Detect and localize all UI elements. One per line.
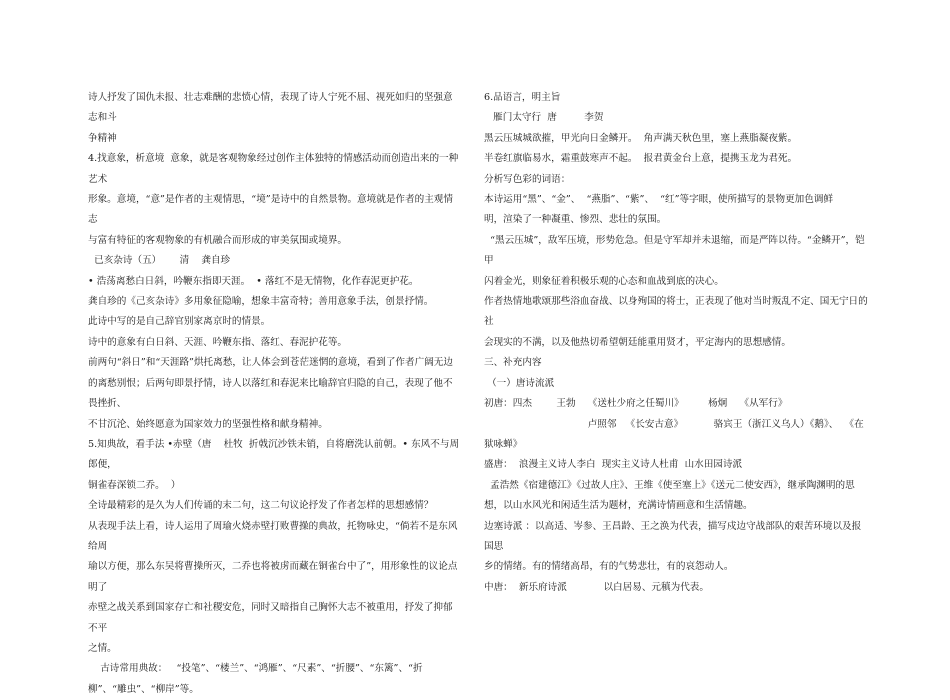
text-line: 初唐：四杰 王勃 《送杜少府之任蜀川》 杨炯 《从军行》: [484, 398, 788, 410]
text-line: 龚自珍的《己亥杂诗》多用象征隐喻，想象丰富奇特；善用意象手法，创景抒情。: [88, 296, 434, 308]
text-line: 分析写色彩的词语：: [484, 173, 571, 185]
poem-title: 已亥杂诗（五） 清 龚自珍: [88, 255, 231, 267]
text-line: 作者热情地歌颂那些浴血奋战、以身殉国的将士，正表现了他对当时叛乱不定、国无宁日的社: [484, 296, 868, 328]
text-line: “黑云压城”，敌军压境，形势危急。但是守军却并未退缩，而是严阵以待。“金鳞开”，铠甲: [484, 234, 865, 267]
text-line: 的离愁别恨；后两句即景抒情，诗人以落红和春泥来比喻辞官归隐的自己，表现了他不畏挫折、: [88, 377, 453, 410]
subsection-heading: （一）唐诗流派: [484, 377, 555, 389]
text-line: 闪着金光，则象征着积极乐观的心态和血战到底的决心。: [484, 275, 724, 287]
poem-title: 雁门太守行 唐 李贺: [484, 112, 604, 124]
text-line: 边塞诗派 ：以高适、岑参、王昌龄、王之涣为代表，描写戍边守战部队的艰苦环境以及报国思: [484, 520, 862, 552]
text-line: 卢照邻 《长安古意》 骆宾王（浙江义乌人）《鹅》、 《在: [484, 418, 864, 430]
section-heading: 三、补充内容: [484, 357, 542, 369]
text-line: 本诗运用“黑”、“金”、 “燕脂”、“紫”、 “红”等字眼，使所描写的景物更加色调鲜: [484, 194, 834, 206]
text-line: 之情。: [88, 642, 117, 654]
text-line: 狱咏蝉》: [484, 438, 523, 450]
left-column: [88, 88, 460, 700]
allusion-list: 古诗常用典故： “投笔”、“楼兰”、“鸿雁”、“尺素”、“折腰”、“东篱”、“折: [88, 663, 423, 675]
text-line: 诗人抒发了国仇未报、壮志难酬的悲愤心情，表现了诗人宁死不屈、视死如归的坚强意志和斗: [88, 92, 453, 124]
text-line: 赤壁之战关系到国家存亡和社稷安危，同时又暗指自己胸怀大志不被重用，抒发了抑郁不平: [88, 602, 453, 634]
text-line: 从表现手法上看，诗人运用了周瑜火烧赤壁打败曹操的典故，托物咏史，“倘若不是东风给周: [88, 520, 458, 552]
text-line: 争精神: [88, 132, 117, 144]
poem-lines: 黑云压城城欲摧，甲光向日金鳞开。 角声满天秋色里，塞上燕脂凝夜紫。: [484, 132, 798, 144]
text-line: 盛唐： 浪漫主义诗人李白 现实主义诗人杜甫 山水田园诗派: [484, 459, 743, 471]
text-line: 诗中的意象有白日斜、天涯、吟鞭东指、落红、春泥护花等。: [88, 336, 348, 348]
text-line: 瑜以方便，那么东吴将曹操所灭，二乔也将被虏而藏在铜雀台中了”，用形象性的议论点明了: [88, 561, 458, 593]
text-line: 想，以山水风光和闲适生活为题材，充满诗情画意和生活情趣。: [484, 500, 753, 512]
text-line: 明，渲染了一种凝重、惨烈、悲壮的氛围。: [484, 214, 667, 226]
poem-lines: • 浩荡离愁白日斜，吟鞭东指即天涯。 • 落红不是无情物，化作春泥更护花。: [88, 275, 419, 287]
text-line: 不甘沉沦、始终愿意为国家效力的坚强性格和献身精神。: [88, 418, 328, 430]
text-line: 柳”、“雕虫”、“柳岸”等。: [88, 683, 199, 695]
text-line: 孟浩然《宿建德江》《过故人庄》、王维《使至塞上》《送元二使安西》，继承陶渊明的思: [484, 479, 855, 491]
text-line: 4.找意象，析意境 意象，就是客观物象经过创作主体独特的情感活动而创造出来的一种艺术: [88, 153, 459, 185]
question-line: 全诗最精彩的是久为人们传诵的末二句，这二句议论抒发了作者怎样的思想感情？: [88, 500, 434, 512]
text-line: 会现实的不满，以及他热切希望朝廷能重用贤才，平定海内的思想感情。: [484, 336, 791, 348]
text-line: 形象。意境，“意”是作者的主观情思，“境”是诗中的自然景物。意境就是作者的主观情志: [88, 194, 453, 226]
section-heading: 6.品语言，明主旨: [484, 92, 561, 103]
text-line: 中唐： 新乐府诗派 以白居易、元稹为代表。: [484, 581, 709, 593]
text-line: 铜雀春深锁二乔。 ）: [88, 479, 181, 491]
text-line: 乡的情绪。有的情绪高昂，有的气势悲壮，有的哀怨动人。: [484, 561, 734, 573]
text-line: 5.知典故，看手法 •赤壁（唐 杜牧 折戟沉沙铁未销，自将磨洗认前朝。• 东风不与周郎便，: [88, 438, 460, 471]
poem-lines: 半卷红旗临易水，霜重鼓寒声不起。 报君黄金台上意，提携玉龙为君死。: [484, 153, 798, 165]
text-line: 与富有特征的客观物象的有机融合而形成的审美氛围或境界。: [88, 234, 348, 246]
text-line: 此诗中写的是自己辞官别家离京时的情景。: [88, 316, 271, 328]
right-column: [484, 88, 868, 598]
text-line: 前两句“斜日”和“天涯路”烘托离愁，让人体会到苍茫迷惘的意境，看到了作者广阔无边: [88, 357, 453, 369]
